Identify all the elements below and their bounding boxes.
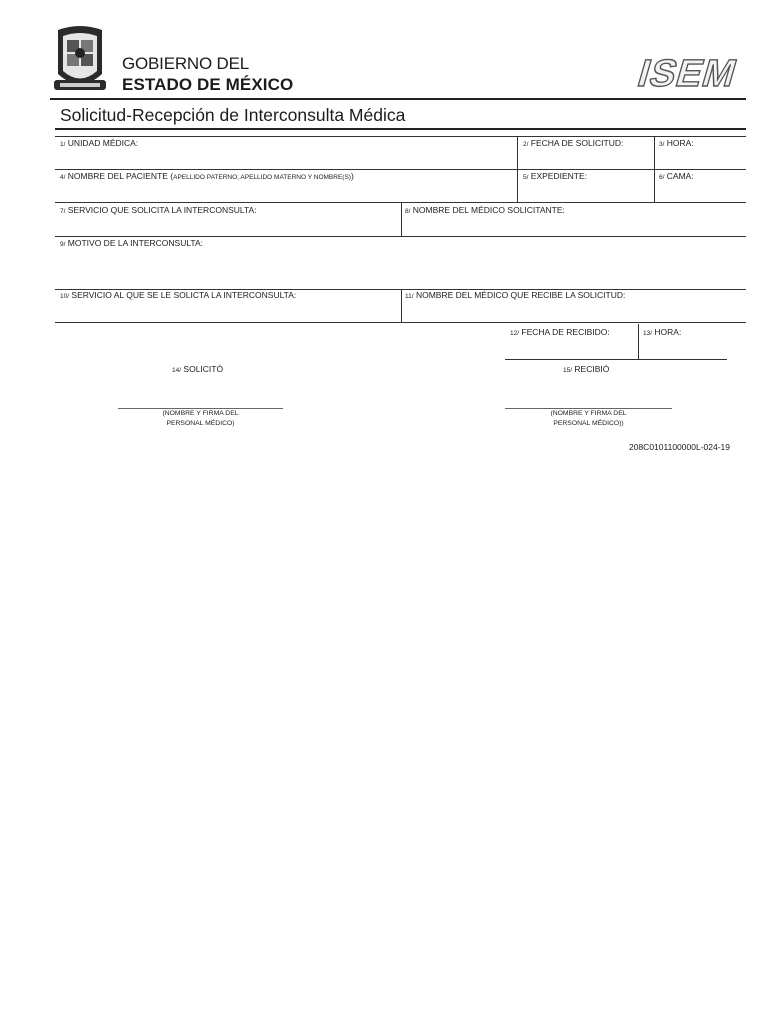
signature-caption-left: (NOMBRE Y FIRMA DEL PERSONAL MÉDICO): [162, 410, 239, 427]
row1-bottom: [55, 169, 746, 170]
field-medico-solicitante: 8/ NOMBRE DEL MÉDICO SOLICITANTE:: [405, 205, 565, 215]
isem-logo-text: ISEM: [633, 52, 743, 92]
row5-bottom: [55, 322, 746, 323]
isem-logo: [628, 50, 746, 92]
header-rule: [50, 98, 746, 100]
title-rule: [55, 128, 746, 130]
field-fecha-recibido: 12/ FECHA DE RECIBIDO:: [510, 327, 610, 337]
row2-divider-a: [517, 169, 518, 202]
label-solicito: 14/ SOLICITÓ: [172, 364, 224, 374]
field-fecha-solicitud: 2/ FECHA DE SOLICITUD:: [523, 138, 624, 148]
row1-top: [55, 136, 746, 137]
form-title: Solicitud-Recepción de Interconsulta Médica: [60, 105, 406, 125]
field-nombre-paciente: 4/ NOMBRE DEL PACIENTE (APELLIDO PATERNO, APELLIDO MATERNO Y NOMBRE(S)): [60, 171, 354, 181]
label-recibio: 15/ RECIBIÓ: [563, 364, 610, 374]
field-medico-recibe: 11/ NOMBRE DEL MÉDICO QUE RECIBE LA SOLICITUD:: [405, 290, 626, 300]
row2-divider-b: [654, 169, 655, 202]
row3-divider: [401, 202, 402, 236]
row5-divider: [401, 289, 402, 322]
field-servicio-al-que-solicita: 10/ SERVICIO AL QUE SE LE SOLICTA LA INTERCONSULTA:: [60, 290, 297, 300]
received-divider: [638, 324, 639, 359]
field-hora-recibido: 13/ HORA:: [643, 327, 682, 337]
signature-caption-right: (NOMBRE Y FIRMA DEL PERSONAL MÉDICO)): [550, 410, 627, 427]
government-name-line2: ESTADO DE MÉXICO: [122, 75, 294, 94]
field-cama: 6/ CAMA:: [659, 171, 694, 181]
field-expediente: 5/ EXPEDIENTE:: [523, 171, 588, 181]
row3-bottom: [55, 236, 746, 237]
field-motivo: 9/ MOTIVO DE LA INTERCONSULTA:: [60, 238, 204, 248]
row1-divider-b: [654, 136, 655, 169]
field-hora: 3/ HORA:: [659, 138, 694, 148]
row1-divider-a: [517, 136, 518, 169]
received-bottom: [505, 359, 727, 360]
form-code: 208C0101100000L-024-19: [629, 442, 730, 452]
government-name-line1: GOBIERNO DEL: [122, 54, 250, 73]
field-servicio-solicita: 7/ SERVICIO QUE SOLICITA LA INTERCONSULTA:: [60, 205, 257, 215]
state-coat-of-arms-logo: [50, 24, 110, 94]
field-unidad-medica: 1/ UNIDAD MÉDICA:: [60, 138, 139, 148]
